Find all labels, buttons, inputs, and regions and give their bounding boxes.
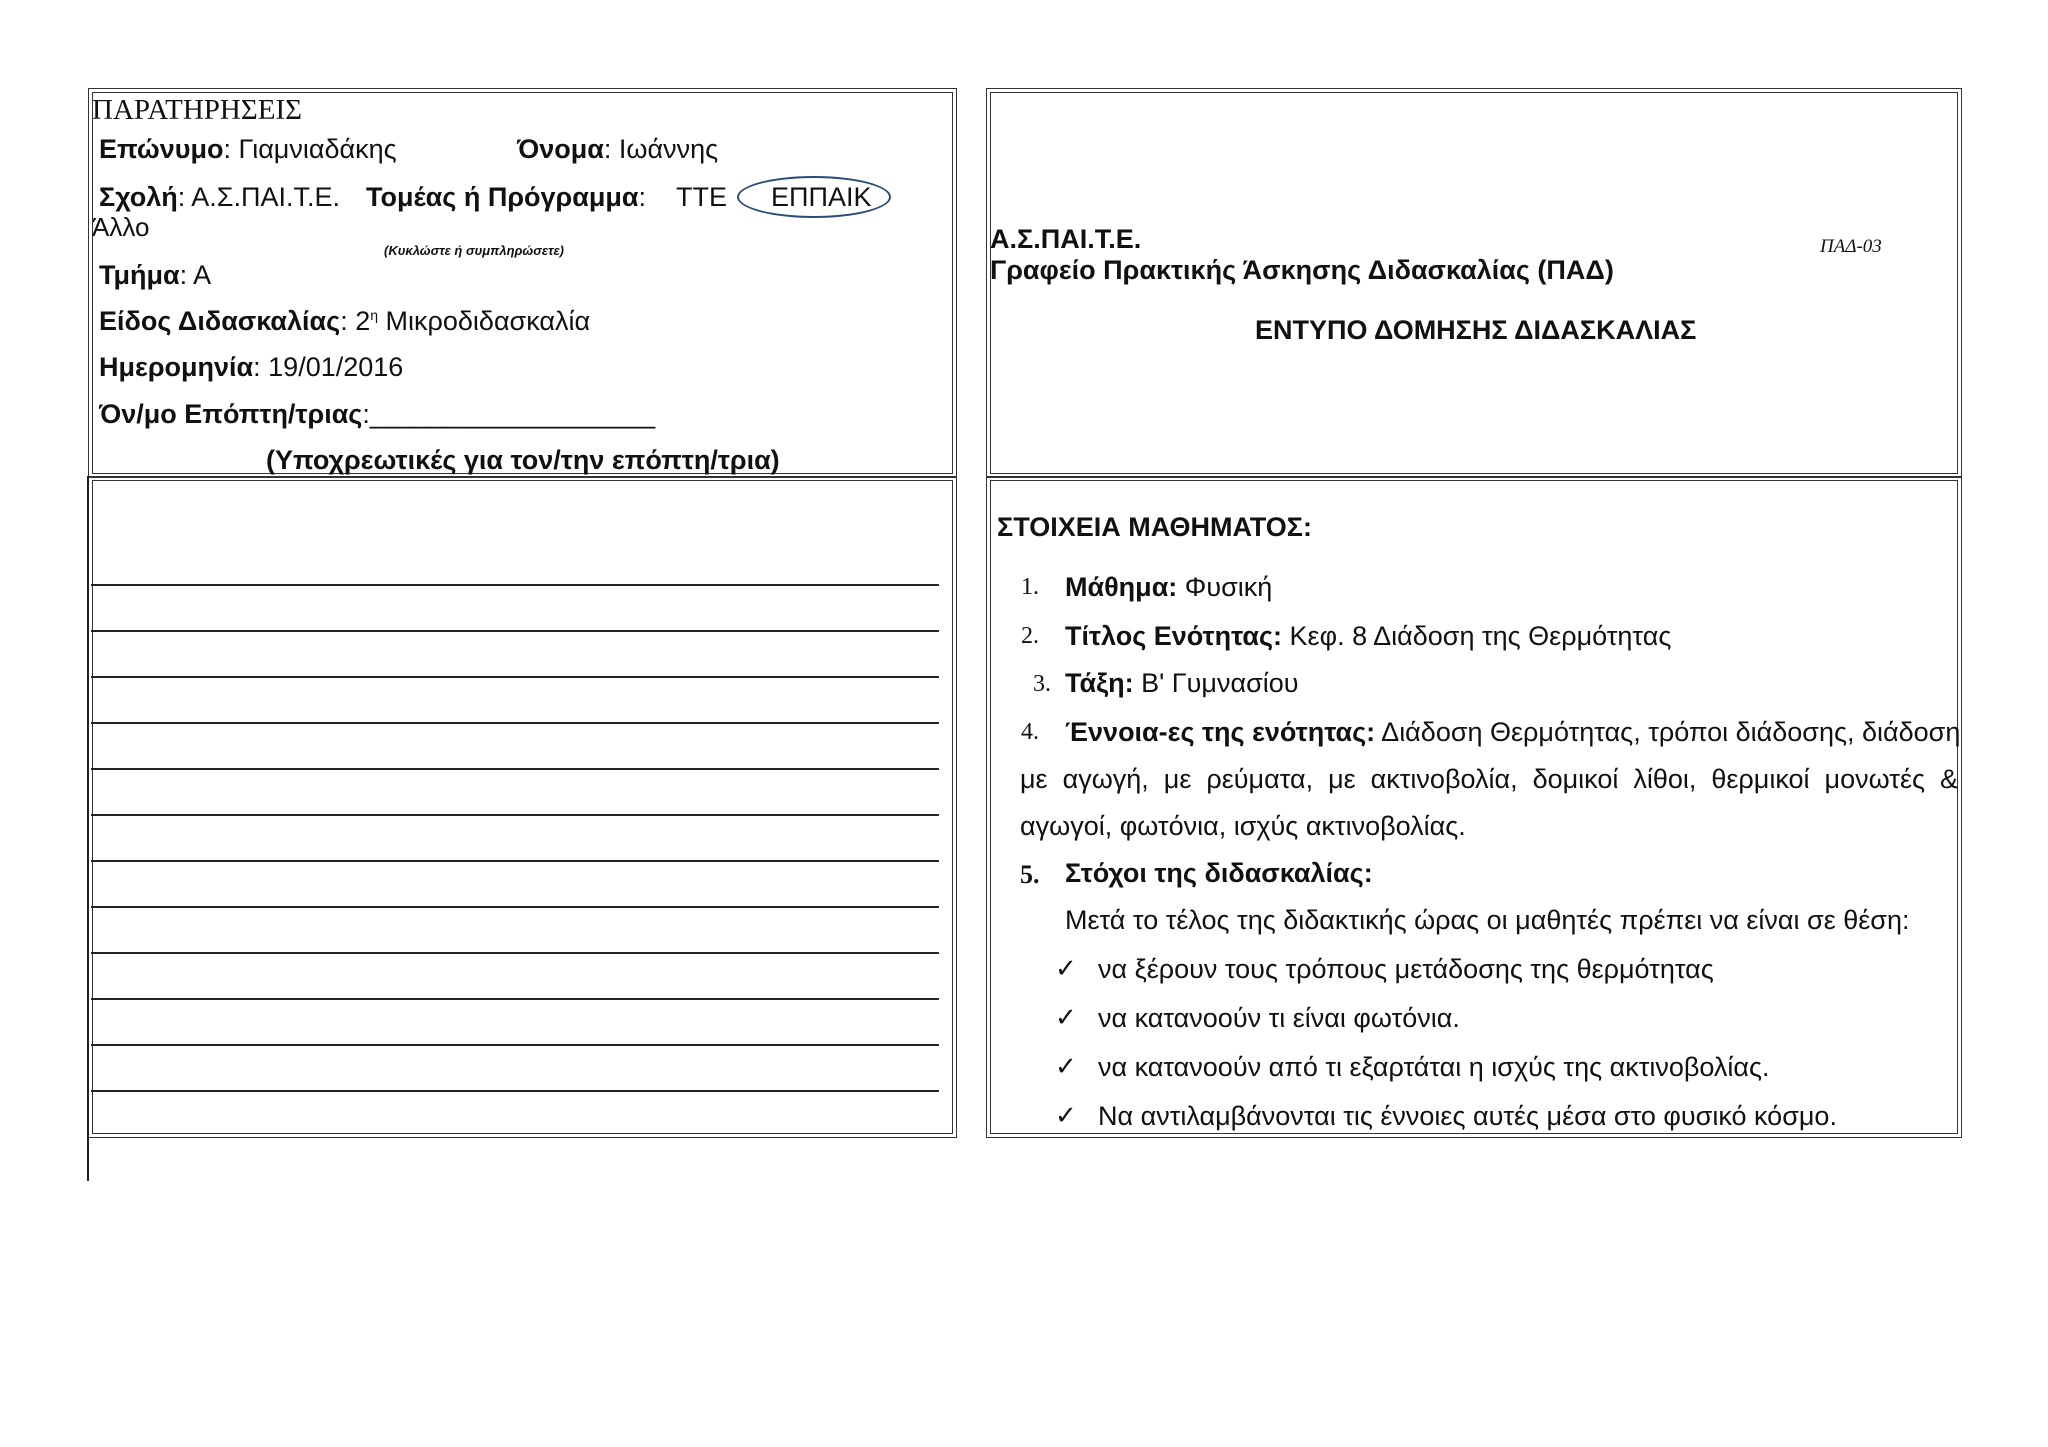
goals-label: Στόχοι της διδασκαλίας: [1065,858,1373,888]
school-row [99,182,340,213]
sector-colon: : [638,182,646,212]
teaching-type-value: Μικροδιδασκαλία [378,306,591,336]
teaching-type-prefix: : 2 [340,306,371,336]
option-eppaik: ΕΠΠΑΙΚ [771,182,872,212]
item-number: 5. [1020,860,1040,889]
ruled-line [91,584,939,586]
ruled-line [91,998,939,1000]
ruled-line [91,1044,939,1046]
goal-item: να κατανοούν τι είναι φωτόνια. [1098,1003,1460,1033]
org-name: Α.Σ.ΠΑΙ.Τ.Ε. [990,224,1142,254]
name-value: : Ιωάννης [603,134,719,164]
item-number: 2. [1021,623,1039,649]
remarks-heading: ΠΑΡΑΤΗΡΗΣΕΙΣ [92,94,302,126]
form-title: ΕΝΤΥΠΟ ΔΟΜΗΣΗΣ ΔΙΔΑΣΚΑΛΙΑΣ [1255,315,1697,345]
concepts-value-line1: Διάδοση Θερμότητας, τρόποι διάδοσης, διάδοση [1375,717,1961,747]
ruled-line [91,814,939,816]
sector-row [366,182,646,213]
lesson-heading: ΣΤΟΙΧΕΙΑ ΜΑΘΗΜΑΤΟΣ: [997,512,1312,542]
school-label: Σχολή [99,182,178,212]
ruled-line [91,768,939,770]
item-number: 3. [1033,671,1051,697]
unit-title-row [1065,621,1671,652]
date-label: Ημερομηνία [99,352,254,382]
teaching-type-sup: η [370,307,379,323]
surname-value: : Γιαμνιαδάκης [223,134,397,164]
ruled-line [91,630,939,632]
check-icon: ✓ [1055,1100,1077,1130]
check-icon: ✓ [1055,1002,1077,1032]
notes-box-inner [92,480,953,1134]
school-value: : Α.Σ.ΠΑΙ.Τ.Ε. [177,182,341,212]
goals-intro: Μετά το τέλος της διδακτικής ώρας οι μαθητές πρέπει να είναι σε θέση: [1065,905,1910,935]
check-icon: ✓ [1055,953,1077,983]
surname-row [99,134,397,165]
teaching-type-row [99,306,590,337]
goal-item: να ξέρουν τους τρόπους μετάδοσης της θερμότητας [1098,954,1714,984]
grade-row [1065,668,1299,699]
ruled-line [91,676,939,678]
ruled-line [91,906,939,908]
goal-item: Να αντιλαμβάνονται τις έννοιες αυτές μέσα στο φυσικό κόσμο. [1098,1101,1837,1131]
surname-label: Επώνυμο [99,134,224,164]
unit-title-value: Κεφ. 8 Διάδοση της Θερμότητας [1282,621,1672,651]
date-row [99,352,403,383]
concepts-row [1065,717,1960,748]
date-value: : 19/01/2016 [253,352,404,382]
ruled-line [91,952,939,954]
form-code: ΠΑΔ-03 [1820,236,1882,257]
grade-value: Β' Γυμνασίου [1133,668,1299,698]
subject-label: Μάθημα: [1065,572,1178,602]
name-label: Όνομα [517,134,604,164]
supervisor-label: Όν/μο Επόπτη/τριας [99,399,363,429]
ruled-line [91,860,939,862]
office-name: Γραφείο Πρακτικής Άσκησης Διδασκαλίας (ΠΑΔ) [990,255,1614,285]
ruled-line [91,1090,939,1092]
dept-row [99,260,211,291]
concepts-line2: με αγωγή, με ρεύματα, με ακτινοβολία, δομικοί λίθοι, θερμικοί μονωτές & [1020,764,1958,794]
circle-note: (Κυκλώστε ή συμπληρώσετε) [384,243,564,258]
concepts-label: Έννοια-ες της ενότητας: [1065,717,1376,747]
unit-title-label: Τίτλος Ενότητας: [1065,621,1283,651]
option-other: Άλλο [92,212,150,242]
sector-label: Τομέας ή Πρόγραμμα [366,182,639,212]
check-icon: ✓ [1055,1051,1077,1081]
subject-value: Φυσική [1177,572,1273,602]
item-number: 1. [1021,574,1039,600]
concepts-line3: αγωγοί, φωτόνια, ισχύς ακτινοβολίας. [1020,811,1466,841]
grade-label: Τάξη: [1065,668,1134,698]
dept-label: Τμήμα [99,260,180,290]
margin-line [87,476,89,1181]
ruled-line [91,722,939,724]
subject-row [1065,572,1272,603]
option-tte: ΤΤΕ [676,182,727,212]
supervisor-value: :___________________ [362,399,656,429]
name-row [517,134,718,165]
dept-value: : Α [179,260,212,290]
item-number: 4. [1021,719,1039,745]
goal-item: να κατανοούν από τι εξαρτάται η ισχύς της ακτινοβολίας. [1098,1052,1770,1082]
teaching-type-label: Είδος Διδασκαλίας [99,306,341,336]
supervisor-row [99,399,655,430]
mandatory-note: (Υποχρεωτικές για τον/την επόπτη/τρια) [266,445,780,475]
